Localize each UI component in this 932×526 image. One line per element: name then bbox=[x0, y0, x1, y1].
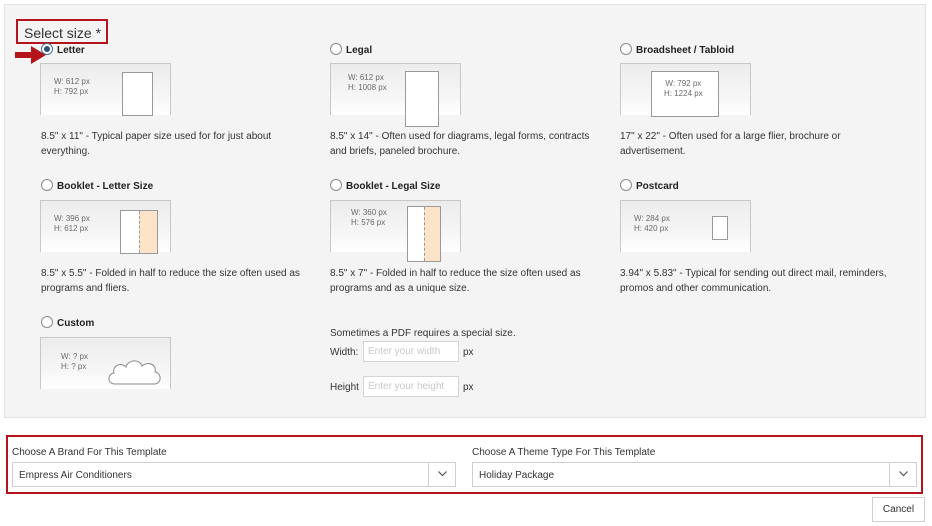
broadsheet-thumbnail bbox=[620, 63, 751, 115]
size-selection-panel bbox=[4, 4, 926, 418]
booklet-legal-label[interactable]: Booklet - Legal Size bbox=[346, 181, 441, 192]
booklet-legal-height: H: 576 px bbox=[351, 218, 386, 227]
booklet-letter-width: W: 396 px bbox=[54, 214, 90, 223]
postcard-height: H: 420 px bbox=[634, 224, 669, 233]
custom-height-unit: px bbox=[463, 382, 474, 393]
broadsheet-label[interactable]: Broadsheet / Tabloid bbox=[636, 45, 735, 56]
legal-sheet-icon bbox=[405, 71, 439, 127]
booklet-letter-thumbnail bbox=[40, 200, 171, 252]
broadsheet-width: W: 792 px bbox=[665, 79, 702, 88]
postcard-sheet-icon bbox=[712, 216, 728, 240]
theme-select[interactable] bbox=[472, 462, 917, 487]
template-options-highlight bbox=[6, 435, 923, 494]
postcard-label[interactable]: Postcard bbox=[636, 181, 679, 192]
legal-radio[interactable] bbox=[330, 43, 342, 55]
booklet-legal-fold bbox=[424, 207, 440, 261]
legal-label[interactable]: Legal bbox=[346, 45, 373, 56]
letter-sheet-icon bbox=[122, 72, 153, 116]
broadsheet-radio[interactable] bbox=[620, 43, 632, 55]
letter-label[interactable]: Letter bbox=[57, 45, 85, 56]
custom-width-unit: px bbox=[463, 347, 474, 358]
broadsheet-sheet-icon bbox=[651, 71, 719, 117]
custom-width: W: ? px bbox=[61, 352, 88, 361]
custom-width-input[interactable] bbox=[363, 341, 459, 362]
booklet-letter-label[interactable]: Booklet - Letter Size bbox=[57, 181, 154, 192]
postcard-description: 3.94" x 5.83" - Typical for sending out direct mail, reminders, promos and other communication. bbox=[620, 268, 887, 294]
postcard-radio[interactable] bbox=[620, 179, 632, 191]
custom-height-input[interactable] bbox=[363, 376, 459, 397]
legal-thumbnail bbox=[330, 63, 461, 115]
custom-radio[interactable] bbox=[41, 316, 53, 328]
chevron-down-icon bbox=[438, 471, 447, 477]
booklet-letter-fold bbox=[139, 211, 157, 253]
custom-size-note: Sometimes a PDF requires a special size. bbox=[330, 328, 516, 339]
booklet-letter-sheet-icon bbox=[120, 210, 158, 254]
section-title-highlight bbox=[16, 19, 108, 44]
brand-select-label: Choose A Brand For This Template bbox=[12, 447, 167, 458]
theme-select-value: Holiday Package bbox=[479, 470, 555, 481]
theme-select-label: Choose A Theme Type For This Template bbox=[472, 447, 656, 458]
booklet-legal-description: 8.5" x 7" - Folded in half to reduce the size often used as programs and as a unique size. bbox=[330, 268, 581, 294]
letter-height: H: 792 px bbox=[54, 87, 89, 96]
cloud-icon bbox=[105, 354, 163, 390]
letter-thumbnail bbox=[40, 63, 171, 115]
custom-width-label: Width: bbox=[330, 347, 359, 358]
booklet-letter-height: H: 612 px bbox=[54, 224, 89, 233]
cancel-button[interactable]: Cancel bbox=[872, 497, 925, 522]
custom-thumbnail bbox=[40, 337, 171, 389]
booklet-legal-radio[interactable] bbox=[330, 179, 342, 191]
brand-select-value: Empress Air Conditioners bbox=[19, 470, 132, 481]
broadsheet-height: H: 1224 px bbox=[664, 89, 703, 98]
brand-select[interactable] bbox=[12, 462, 456, 487]
chevron-down-icon bbox=[899, 471, 908, 477]
legal-height: H: 1008 px bbox=[348, 83, 387, 92]
booklet-legal-sheet-icon bbox=[407, 206, 441, 262]
custom-label[interactable]: Custom bbox=[57, 318, 95, 329]
custom-height-label: Height bbox=[330, 382, 359, 393]
letter-radio[interactable] bbox=[41, 43, 53, 55]
letter-width: W: 612 px bbox=[54, 77, 90, 86]
postcard-thumbnail bbox=[620, 200, 751, 252]
postcard-width: W: 284 px bbox=[634, 214, 670, 223]
booklet-letter-description: 8.5" x 5.5" - Folded in half to reduce the size often used as programs and fliers. bbox=[41, 268, 300, 294]
legal-width: W: 612 px bbox=[348, 73, 384, 82]
booklet-letter-radio[interactable] bbox=[41, 179, 53, 191]
booklet-legal-width: W: 360 px bbox=[351, 208, 387, 217]
booklet-legal-thumbnail bbox=[330, 200, 461, 252]
broadsheet-description: 17" x 22" - Often used for a large flier, brochure or advertisement. bbox=[620, 131, 841, 157]
letter-description: 8.5" x 11" - Typical paper size used for for just about everything. bbox=[41, 131, 272, 157]
section-title: Select size * bbox=[24, 25, 102, 41]
custom-height: H: ? px bbox=[61, 362, 87, 371]
legal-description: 8.5" x 14" - Often used for diagrams, legal forms, contracts and briefs, paneled brochure. bbox=[330, 131, 590, 157]
